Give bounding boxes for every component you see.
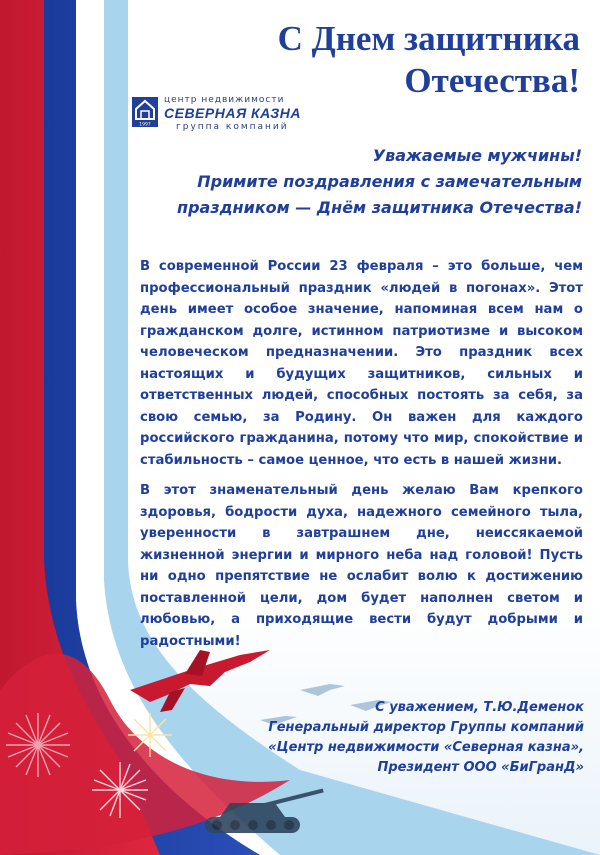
signature-line-3: «Центр недвижимости «Северная казна», [268,740,584,755]
title-line-2: Отечества! [404,61,580,100]
greeting-line-3: праздником — Днём защитника Отечества! [177,198,582,217]
body-paragraph-2: В этот знаменательный день желаю Вам крепкого здоровья, бодрости духа, надежного семейного тыла, уверенности в завтрашнем дне, неиссякаемой жизненной энергии и мирного неба над головой! Пусть ни одно препятствие не ослабит волю к достижению поставленной цели, дом будет наполнен светом и любовью, а приходящие вести будут добрыми и радостными! [140,483,583,649]
logo-year: 1997 [139,122,151,127]
body-paragraph-1: В современной России 23 февраля – это больше, чем профессиональный праздник «людей в погонах». Этот день имеет особое значение, напоминая всем нам о гражданском долге, истинном патриотизме и высоком человеческом предназначении. Это праздник всех настоящих и будущих защитников, сильных и ответственных людей, способных постоять за себя, за свою семью, за Родину. Он важен для каждого российского гражданина, потому что мир, спокойствие и стабильность – самое ценное, что есть в нашей жизни. [140,259,583,468]
logo-name: СЕВЕРНАЯ КАЗНА [164,105,301,121]
logo-top-text: центр недвижимости [164,95,285,105]
title-line-1: С Днем защитника [277,19,580,58]
company-logo [132,95,307,135]
signature-line-1: С уважением, Т.Ю.Деменок [375,700,584,715]
signature-line-4: Президент ООО «БиГранД» [377,760,584,775]
logo-bottom-text: группа компаний [176,122,289,132]
signature-line-2: Генеральный директор Группы компаний [268,720,584,735]
page-title [160,18,580,102]
house-emblem-icon [132,97,158,127]
signature [144,698,584,778]
greeting-line-2: Примите поздравления с замечательным [197,172,582,191]
greeting [112,143,582,221]
greeting-line-1: Уважаемые мужчины! [372,146,582,165]
